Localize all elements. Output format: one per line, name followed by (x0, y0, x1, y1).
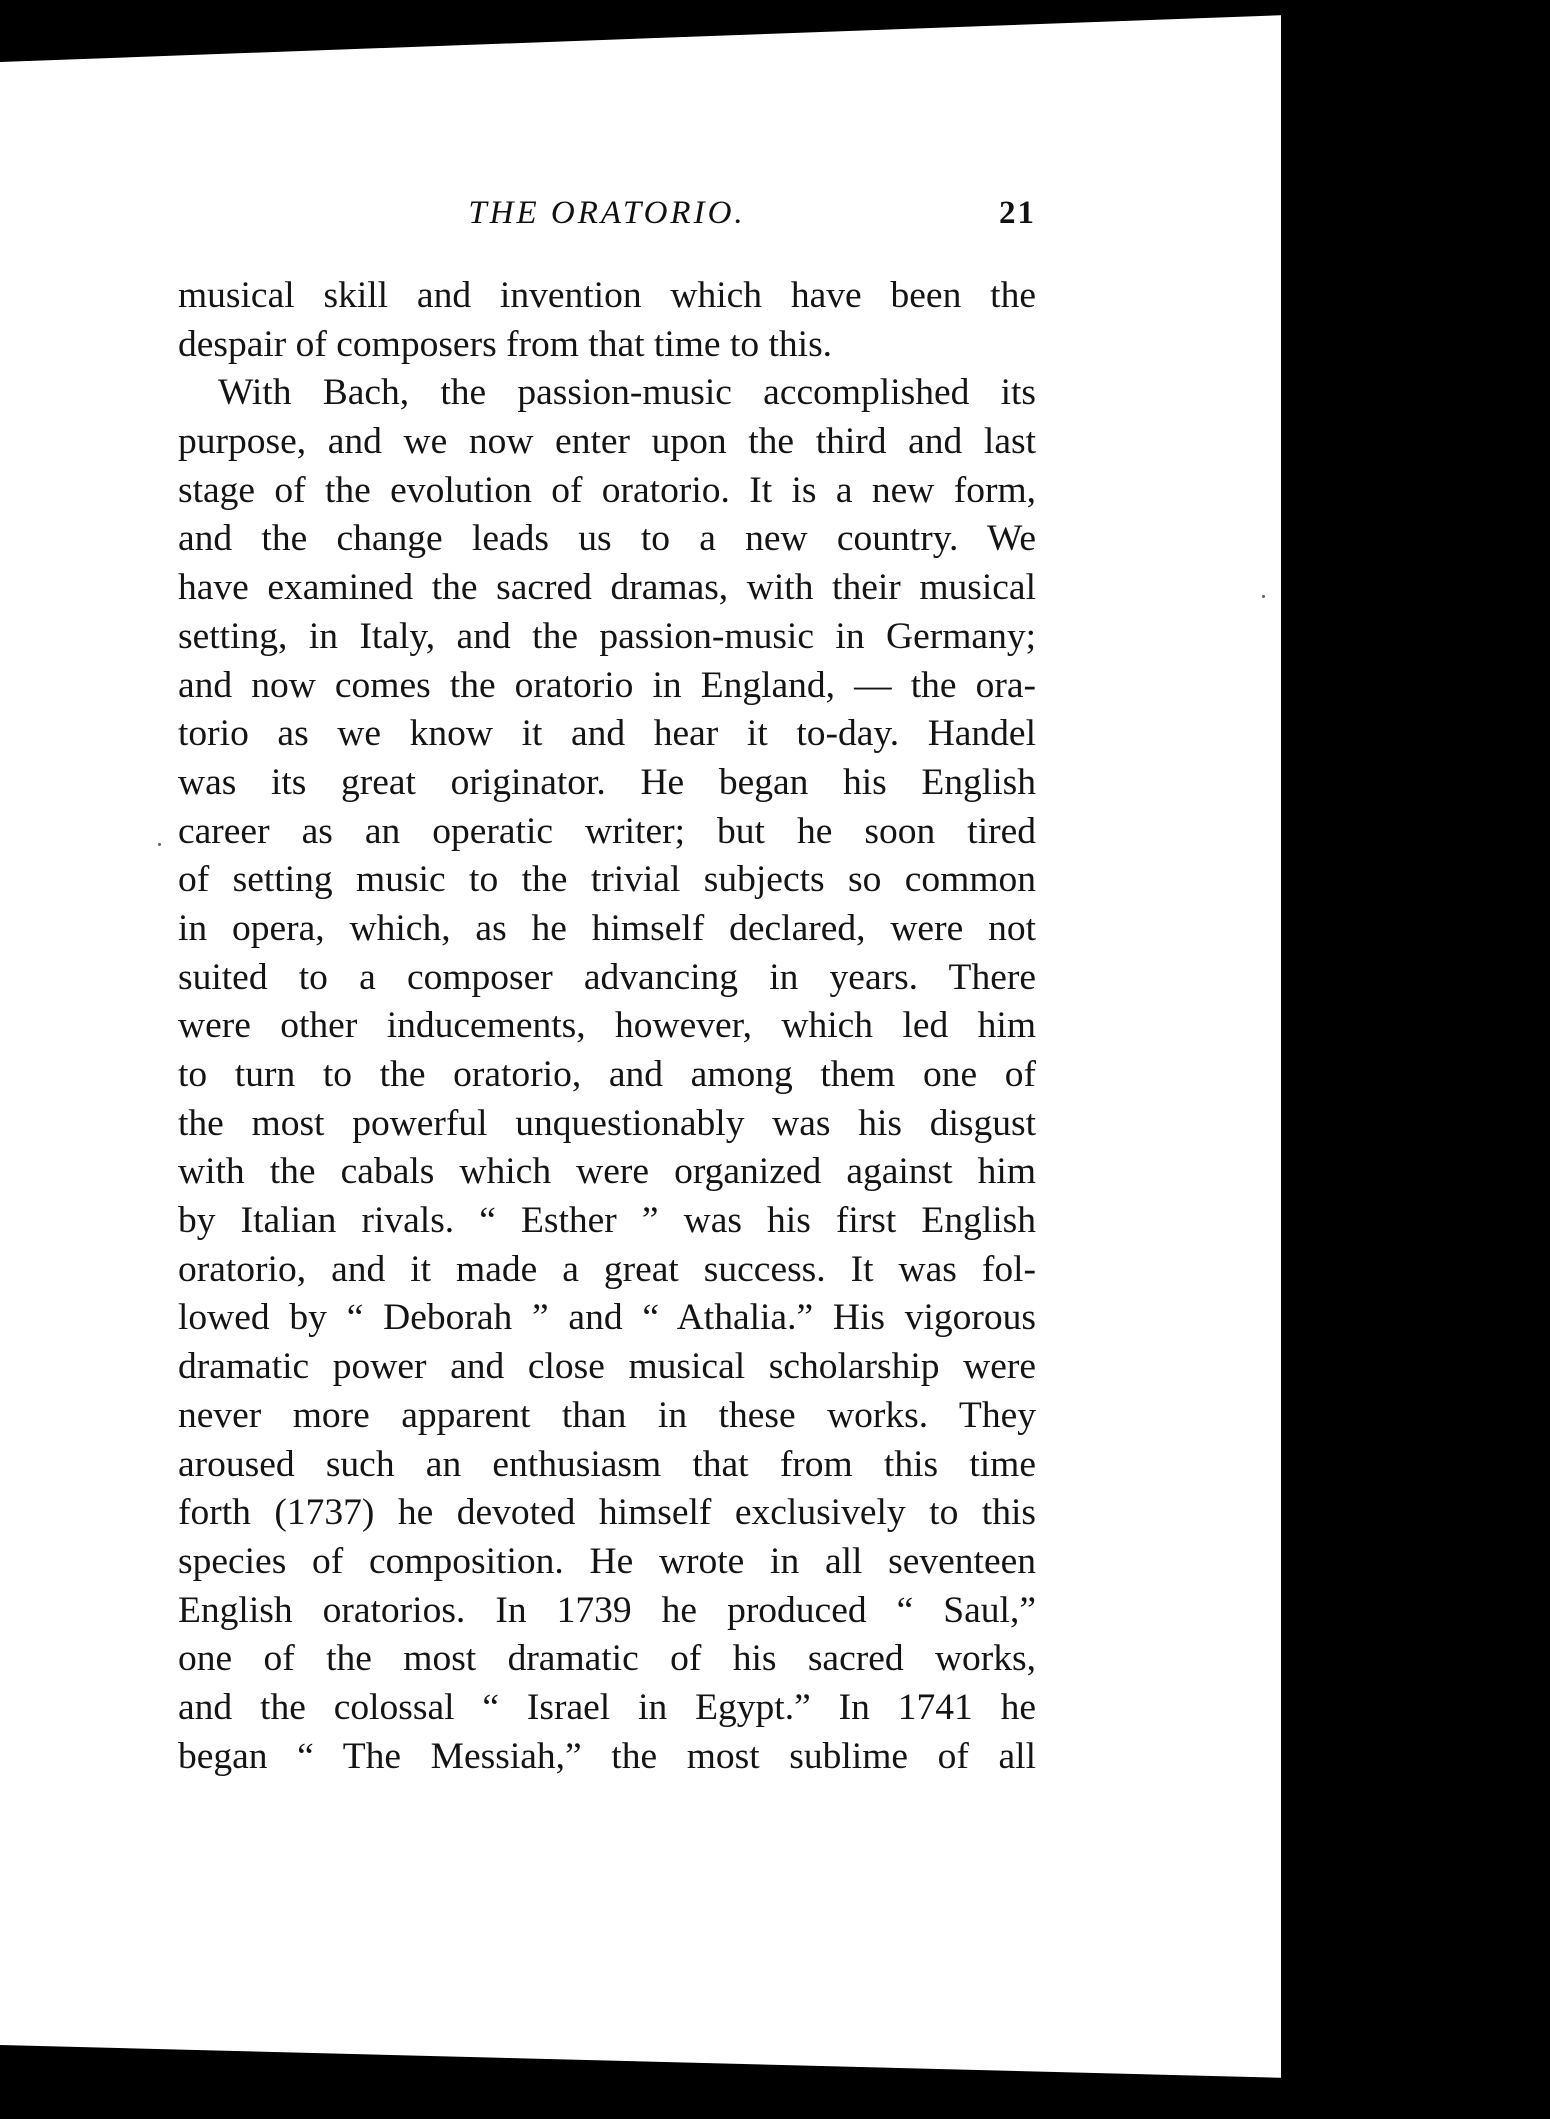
text-line: musical skill and invention which have been the (178, 275, 1036, 316)
text-line: setting, in Italy, and the passion-music in Germany; (178, 615, 1036, 657)
page-header (178, 195, 1036, 245)
text-line: aroused such an enthusiasm that from this time (178, 1443, 1036, 1485)
text-line: was its great originator. He began his English (178, 761, 1036, 803)
scan-border-bottom (0, 2045, 1300, 2119)
text-line: have examined the sacred dramas, with their musical (178, 567, 1036, 609)
text-line: began “ The Messiah,” the most sublime of all (178, 1735, 1036, 1777)
text-line: with the cabals which were organized against him (178, 1151, 1036, 1193)
running-head: THE ORATORIO. (468, 195, 746, 231)
text-line: to turn to the oratorio, and among them one of (178, 1054, 1036, 1095)
text-line: by Italian rivals. “ Esther ” was his first English (178, 1200, 1036, 1242)
text-line: and the change leads us to a new country. We (178, 518, 1036, 560)
text-line: of setting music to the trivial subjects so common (178, 859, 1036, 901)
text-line: never more apparent than in these works. They (178, 1394, 1036, 1436)
text-line: despair of composers from that time to this. (178, 323, 833, 365)
text-line: one of the most dramatic of his sacred works, (178, 1638, 1036, 1680)
text-line: and now comes the oratorio in England, — the ora- (178, 664, 1036, 706)
text-line: career as an operatic writer; but he soon tired (178, 810, 1036, 852)
text-line: purpose, and we now enter upon the third and last (178, 421, 1036, 463)
text-line: English oratorios. In 1739 he produced “ Saul,” (178, 1589, 1036, 1631)
text-line: were other inducements, however, which led him (178, 1005, 1036, 1047)
scan-border-top (0, 0, 1290, 62)
text-line: stage of the evolution of oratorio. It is a new form, (178, 469, 1036, 511)
text-line: species of composition. He wrote in all seventeen (178, 1540, 1036, 1582)
text-line: the most powerful unquestionably was his disgust (178, 1102, 1036, 1144)
scan-border-right (1281, 0, 1550, 2119)
scan-speck (1262, 595, 1265, 598)
scan-speck (158, 843, 161, 846)
text-line: oratorio, and it made a great success. It was fol- (178, 1248, 1036, 1290)
page-number: 21 (999, 195, 1036, 231)
text-line: suited to a composer advancing in years. There (178, 956, 1036, 998)
text-line: and the colossal “ Israel in Egypt.” In 1741 he (178, 1686, 1036, 1728)
text-line: forth (1737) he devoted himself exclusively to this (178, 1492, 1036, 1534)
text-line: torio as we know it and hear it to-day. Handel (178, 713, 1036, 755)
text-line: dramatic power and close musical scholarship were (178, 1346, 1036, 1388)
paragraph-first-line: With Bach, the passion-music accomplished its (218, 372, 1036, 414)
text-line: lowed by “ Deborah ” and “ Athalia.” His vigorous (178, 1297, 1036, 1339)
body-text (178, 272, 1036, 1781)
text-line: in opera, which, as he himself declared, were not (178, 907, 1036, 949)
